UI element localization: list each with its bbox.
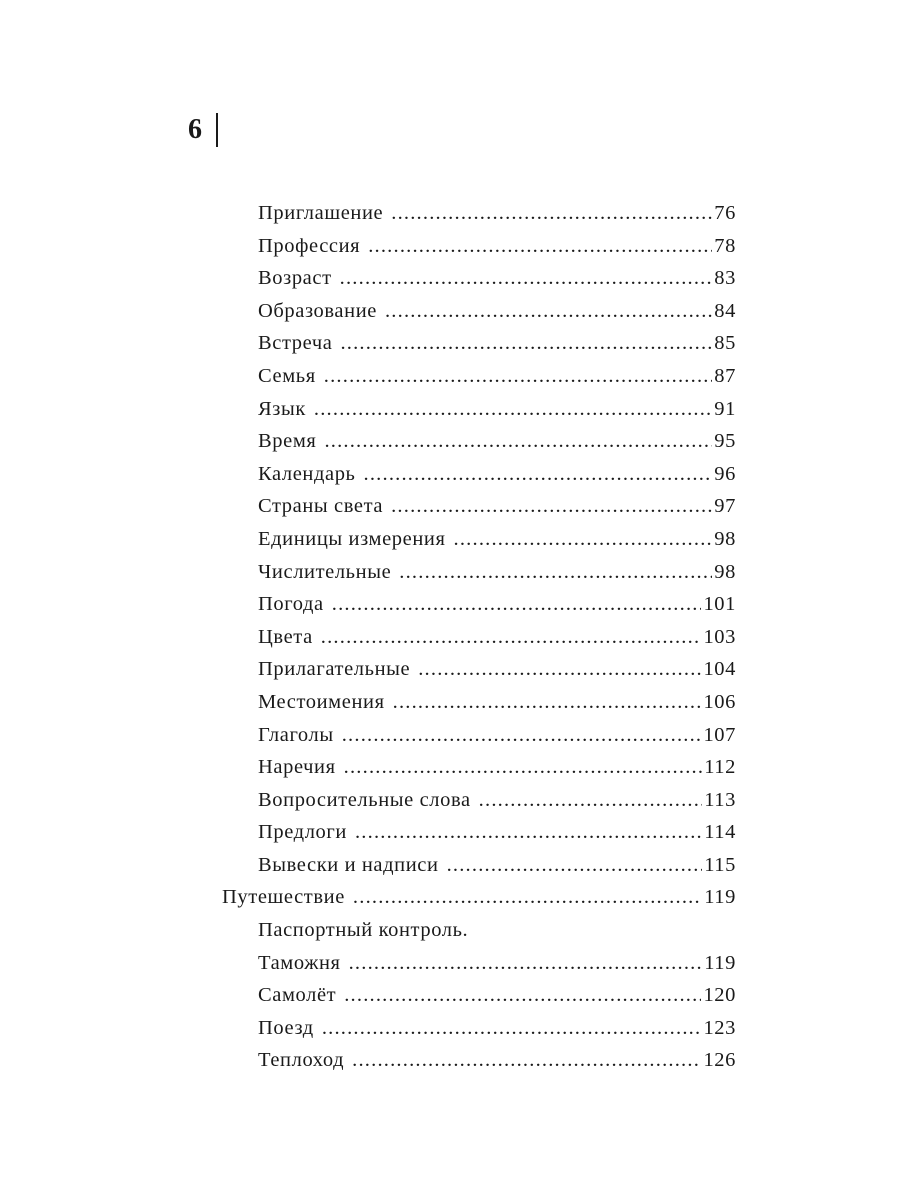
table-of-contents [0, 197, 900, 1077]
toc-entry-page: 101 [703, 593, 736, 616]
toc-entry-title: Глаголы [258, 723, 334, 746]
dot-leader [399, 556, 712, 589]
toc-entry-page: 126 [703, 1049, 736, 1072]
toc-entry-page: 98 [714, 527, 736, 550]
toc-entry-calendar[interactable] [0, 458, 900, 491]
dot-leader [322, 1012, 702, 1045]
toc-entry-colors[interactable] [0, 621, 900, 654]
page-number: 6 [188, 114, 202, 145]
dot-leader [391, 197, 712, 230]
toc-entry-title: Погода [258, 593, 324, 616]
toc-entry-title: Страны света [258, 495, 384, 518]
toc-entry-customs[interactable] [0, 947, 900, 980]
toc-entry-page: 83 [714, 267, 736, 290]
toc-entry-page: 114 [704, 821, 736, 844]
toc-entry-age[interactable] [0, 262, 900, 295]
dot-leader [479, 784, 703, 817]
dot-leader [454, 523, 713, 556]
toc-entry-page: 120 [703, 984, 736, 1007]
dot-leader [321, 621, 702, 654]
toc-entry-title: Семья [258, 364, 316, 387]
toc-entry-title: Паспортный контроль. [258, 919, 469, 942]
dot-leader [393, 686, 702, 719]
toc-entry-title: Числительные [258, 560, 392, 583]
toc-entry-title: Календарь [258, 462, 356, 485]
toc-entry-page: 119 [704, 951, 736, 974]
dot-leader [314, 393, 712, 426]
toc-entry-verbs[interactable] [0, 719, 900, 752]
toc-entry-title: Встреча [258, 332, 333, 355]
toc-entry-page: 107 [703, 723, 736, 746]
toc-entry-language[interactable] [0, 393, 900, 426]
toc-entry-page: 95 [714, 430, 736, 453]
page-header [188, 112, 218, 148]
toc-entry-page: 96 [714, 462, 736, 485]
toc-entry-title: Цвета [258, 625, 313, 648]
toc-entry-units[interactable] [0, 523, 900, 556]
toc-entry-page: 78 [714, 234, 736, 257]
toc-entry-page: 106 [703, 690, 736, 713]
dot-leader [352, 1044, 701, 1077]
toc-section-travel[interactable] [0, 881, 900, 914]
toc-entry-adverbs[interactable] [0, 751, 900, 784]
toc-entry-title: Вопросительные слова [258, 788, 471, 811]
dot-leader [447, 849, 703, 882]
toc-entry-family[interactable] [0, 360, 900, 393]
toc-entry-page: 123 [703, 1016, 736, 1039]
toc-entry-education[interactable] [0, 295, 900, 328]
dot-leader [353, 881, 702, 914]
toc-entry-time[interactable] [0, 425, 900, 458]
dot-leader [324, 360, 713, 393]
header-divider [216, 113, 218, 147]
toc-entry-title: Таможня [258, 951, 341, 974]
toc-entry-title: Возраст [258, 267, 332, 290]
toc-entry-page: 84 [714, 299, 736, 322]
toc-entry-title: Приглашение [258, 202, 384, 224]
toc-entry-page: 119 [704, 886, 736, 909]
dot-leader [364, 458, 713, 491]
toc-entry-page: 87 [714, 364, 736, 387]
dot-leader [340, 262, 713, 295]
toc-entry-title: Наречия [258, 756, 336, 779]
dot-leader [332, 588, 702, 621]
dot-leader [340, 327, 712, 360]
toc-entry-page: 91 [714, 397, 736, 420]
toc-entry-title: Прилагательные [258, 658, 411, 681]
toc-entry-invitation[interactable] [0, 197, 900, 230]
toc-entry-title: Профессия [258, 234, 361, 257]
toc-entry-title: Местоимения [258, 690, 385, 713]
toc-entry-page: 85 [714, 332, 736, 355]
toc-entry-weather[interactable] [0, 588, 900, 621]
toc-entry-profession[interactable] [0, 230, 900, 263]
toc-entry-cardinal-directions[interactable] [0, 490, 900, 523]
toc-entry-pronouns[interactable] [0, 686, 900, 719]
toc-entry-page: 76 [714, 202, 736, 224]
toc-entry-title: Поезд [258, 1016, 314, 1039]
toc-entry-title: Вывески и надписи [258, 853, 439, 876]
dot-leader [349, 947, 703, 980]
toc-entry-page: 98 [714, 560, 736, 583]
toc-entry-title: Теплоход [258, 1049, 345, 1072]
toc-entry-title: Образование [258, 299, 377, 322]
toc-entry-train[interactable] [0, 1012, 900, 1045]
dot-leader [342, 719, 702, 752]
toc-entry-ship[interactable] [0, 1044, 900, 1077]
dot-leader [344, 979, 701, 1012]
toc-entry-passport-control[interactable] [0, 914, 900, 947]
toc-entry-adjectives[interactable] [0, 653, 900, 686]
toc-entry-question-words[interactable] [0, 784, 900, 817]
toc-entry-title: Предлоги [258, 821, 347, 844]
toc-entry-page: 103 [703, 625, 736, 648]
toc-entry-title: Путешествие [222, 886, 345, 909]
toc-entry-page: 115 [704, 853, 736, 876]
toc-entry-title: Единицы измерения [258, 527, 446, 550]
dot-leader [368, 230, 712, 263]
dot-leader [344, 751, 703, 784]
toc-entry-title: Самолёт [258, 984, 337, 1007]
toc-entry-prepositions[interactable] [0, 816, 900, 849]
toc-entry-page: 97 [714, 495, 736, 518]
dot-leader [355, 816, 702, 849]
dot-leader [324, 425, 712, 458]
toc-entry-page: 112 [704, 756, 736, 779]
dot-leader [385, 295, 712, 328]
dot-leader [391, 490, 712, 523]
toc-entry-airplane[interactable] [0, 979, 900, 1012]
toc-entry-meeting[interactable] [0, 327, 900, 360]
toc-entry-signs[interactable] [0, 849, 900, 882]
toc-entry-page: 104 [703, 658, 736, 681]
toc-entry-page: 113 [704, 788, 736, 811]
toc-entry-title: Язык [258, 397, 306, 420]
toc-entry-numerals[interactable] [0, 556, 900, 589]
toc-entry-title: Время [258, 430, 317, 453]
dot-leader [418, 653, 701, 686]
